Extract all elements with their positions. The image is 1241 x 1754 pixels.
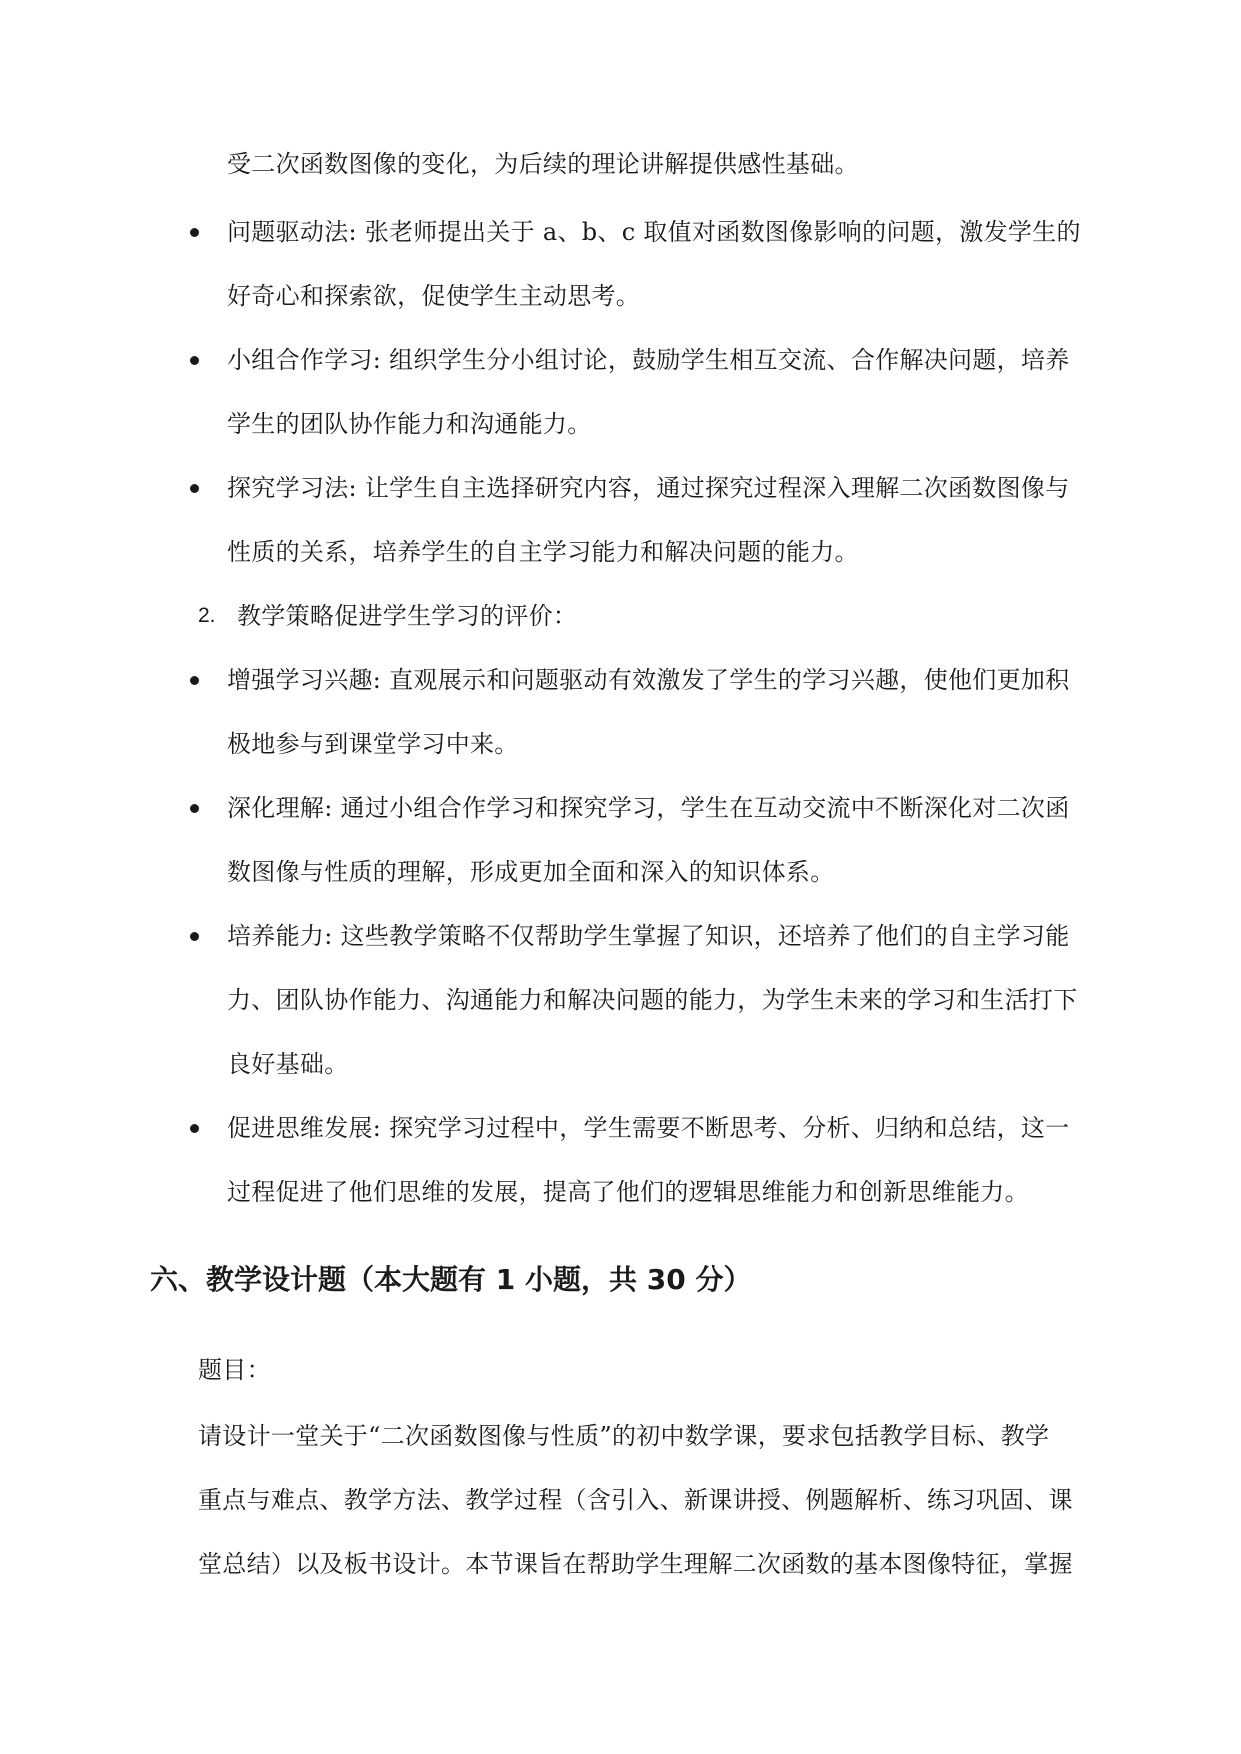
evaluation-item-understanding-cont: 数图像与性质的理解，形成更加全面和深入的知识体系。: [227, 858, 835, 886]
evaluation-item-thinking: 促进思维发展: 探究学习过程中，学生需要不断思考、分析、归纳和总结，这一: [227, 1114, 1070, 1142]
bullet-dot: [190, 1124, 199, 1133]
method-item-problem-driven: 问题驱动法: 张老师提出关于 a、b、c 取值对函数图像影响的问题，激发学生的: [227, 218, 1081, 246]
bullet-dot: [190, 804, 199, 813]
subsection-title: 教学策略促进学生学习的评价：: [237, 602, 578, 630]
evaluation-item-abilities-cont2: 良好基础。: [227, 1050, 349, 1078]
question-label: 题目：: [198, 1356, 271, 1384]
paragraph-continuation: 受二次函数图像的变化，为后续的理论讲解提供感性基础。: [227, 150, 859, 178]
bullet-dot: [190, 356, 199, 365]
bullet-dot: [190, 932, 199, 941]
evaluation-item-interest: 增强学习兴趣: 直观展示和问题驱动有效激发了学生的学习兴趣，使他们更加积: [227, 666, 1070, 694]
question-text-line: 重点与难点、教学方法、教学过程（含引入、新课讲授、例题解析、练习巩固、课: [198, 1486, 1073, 1514]
bullet-dot: [190, 228, 199, 237]
subsection-number: 2.: [198, 604, 216, 627]
question-text-line: 请设计一堂关于“二次函数图像与性质”的初中数学课，要求包括教学目标、教学: [198, 1422, 1050, 1450]
bullet-dot: [190, 676, 199, 685]
evaluation-item-interest-cont: 极地参与到课堂学习中来。: [227, 730, 519, 758]
evaluation-item-abilities: 培养能力: 这些教学策略不仅帮助学生掌握了知识，还培养了他们的自主学习能: [227, 922, 1070, 950]
method-item-inquiry-learning-cont: 性质的关系，培养学生的自主学习能力和解决问题的能力。: [227, 538, 859, 566]
evaluation-item-understanding: 深化理解: 通过小组合作学习和探究学习，学生在互动交流中不断深化对二次函: [227, 794, 1070, 822]
question-text-line: 堂总结）以及板书设计。本节课旨在帮助学生理解二次函数的基本图像特征，掌握: [198, 1550, 1073, 1578]
bullet-dot: [190, 484, 199, 493]
evaluation-item-abilities-cont: 力、团队协作能力、沟通能力和解决问题的能力，为学生未来的学习和生活打下: [227, 986, 1078, 1014]
method-item-problem-driven-cont: 好奇心和探索欲，促使学生主动思考。: [227, 282, 641, 310]
method-item-group-learning-cont: 学生的团队协作能力和沟通能力。: [227, 410, 592, 438]
method-item-group-learning: 小组合作学习: 组织学生分小组讨论，鼓励学生相互交流、合作解决问题，培养: [227, 346, 1070, 374]
evaluation-item-thinking-cont: 过程促进了他们思维的发展，提高了他们的逻辑思维能力和创新思维能力。: [227, 1178, 1029, 1206]
section-heading: 六、教学设计题（本大题有 1 小题，共 30 分）: [150, 1263, 752, 1296]
method-item-inquiry-learning: 探究学习法: 让学生自主选择研究内容，通过探究过程深入理解二次函数图像与: [227, 474, 1070, 502]
